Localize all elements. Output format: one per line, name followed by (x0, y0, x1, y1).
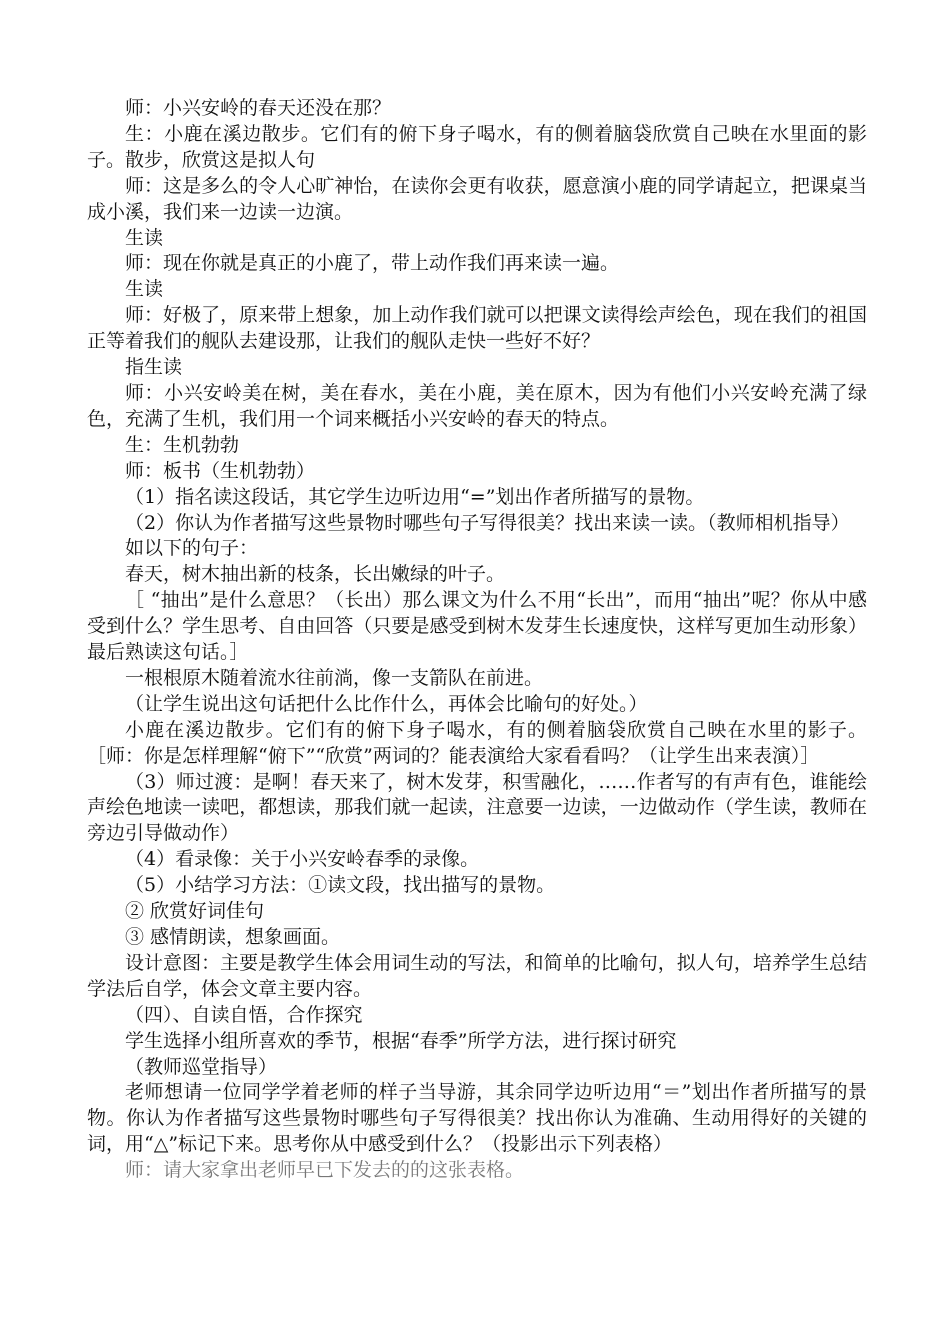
paragraph: （4）看录像：关于小兴安岭春季的录像。 (125, 848, 480, 871)
paragraph: 师：板书（生机勃勃） (125, 459, 316, 482)
paragraph: 师：现在你就是真正的小鹿了，带上动作我们再来读一遍。 (125, 252, 620, 275)
paragraph: ③ 感情朗读，想象画面。 (125, 926, 341, 948)
paragraph: ② 欣赏好词佳句 (125, 900, 265, 923)
paragraph: （四）、自读自悟，合作探究 (125, 1003, 363, 1026)
paragraph: 师：好极了，原来带上想象，加上动作我们就可以把课文读得绘声绘色，现在我们的祖国正等着我们的舰队去建设那，让我们的舰队走快一些好不好？ (87, 304, 867, 353)
paragraph: ［ “抽出”是什么意思？（长出）那么课文为什么不用“长出”，而用“抽出”呢？你从中感受到什么？学生思考、自由回答（只要是感受到树木发芽生长速度快，这样写更加生动形象）最后熟读这句话。］ (87, 589, 867, 664)
paragraph: （3）师过渡：是啊！春天来了，树木发芽，积雪融化，……作者写的有声有色，谁能绘声绘色地读一读吧，都想读，那我们就一起读，注意要一边读，一边做动作（学生读，教师在旁边引导做动作） (87, 770, 867, 845)
paragraph: 师：小兴安岭的春天还没在那？ (125, 97, 392, 119)
paragraph: 师：小兴安岭美在树，美在春水，美在小鹿，美在原木，因为有他们小兴安岭充满了绿色，充满了生机，我们用一个词来概括小兴安岭的春天的特点。 (87, 381, 867, 430)
paragraph: 学生选择小组所喜欢的季节，根据“春季”所学方法，进行探讨研究 (125, 1029, 677, 1052)
paragraph: （2）你认为作者描写这些景物时哪些句子写得很美？找出来读一读。（教师相机指导） (125, 511, 850, 534)
paragraph: 师：请大家拿出老师早已下发去的的这张表格。 (125, 1159, 525, 1182)
paragraph: 指生读 (125, 356, 183, 379)
paragraph: 如以下的句子： (125, 537, 259, 560)
paragraph: 生读 (125, 278, 164, 301)
paragraph: 老师想请一位同学学着老师的样子当导游，其余同学边听边用“＝”划出作者所描写的景物。你认为作者描写这些景物时哪些句子写得很美？找出你认为准确、生动用得好的关键的词，用“△”标记下来。思考你从中感受到什么？（投影出示下列表格） (87, 1081, 867, 1156)
paragraph: 生：生机勃勃 (125, 433, 240, 456)
paragraph: 师：这是多么的令人心旷神怡，在读你会更有收获，愿意演小鹿的同学请起立，把课桌当成小溪，我们来一边读一边演。 (87, 174, 867, 223)
paragraph: 小鹿在溪边散步。它们有的俯下身子喝水，有的侧着脑袋欣赏自己映在水里的影子。［师：你是怎样理解“俯下”“欣赏”两词的？能表演给大家看看吗？（让学生出来表演）］ (87, 718, 867, 767)
paragraph: （1）指名读这段话，其它学生边听边用“=”划出作者所描写的景物。 (125, 485, 705, 508)
paragraph: （让学生说出这句话把什么比作什么，再体会比喻句的好处。） (125, 692, 648, 715)
paragraph: 春天，树木抽出新的枝条，长出嫩绿的叶子。 (125, 563, 506, 586)
paragraph: 生：小鹿在溪边散步。它们有的俯下身子喝水，有的侧着脑袋欣赏自己映在水里面的影子。散步，欣赏这是拟人句 (87, 122, 867, 171)
paragraph: 一根根原木随着流水往前淌，像一支箭队在前进。 (125, 666, 544, 689)
paragraph: 设计意图：主要是教学生体会用词生动的写法，和简单的比喻句，拟人句，培养学生总结学法后自学，体会文章主要内容。 (87, 951, 867, 1000)
paragraph: （教师巡堂指导） (125, 1055, 278, 1078)
paragraph: （5）小结学习方法：①读文段，找出描写的景物。 (125, 874, 556, 897)
document-body (87, 96, 867, 1184)
paragraph: 生读 (125, 226, 164, 249)
